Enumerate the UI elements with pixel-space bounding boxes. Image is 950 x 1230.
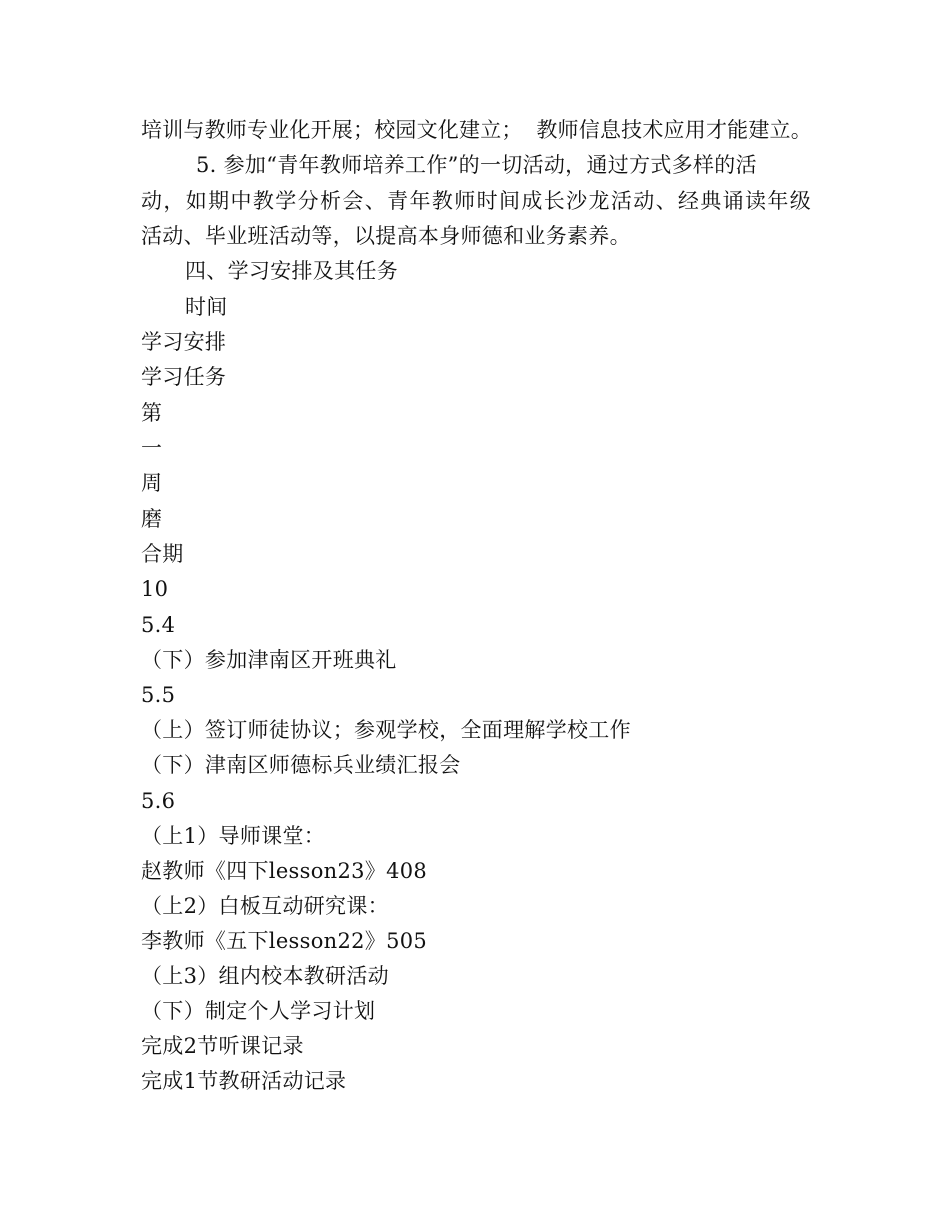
table-cell-text: （上1）导师课堂：	[141, 824, 326, 848]
table-cell-text: 5.5	[141, 683, 176, 707]
table-cell-text: 合期	[141, 542, 184, 566]
table-cell-text: （下）津南区师德标兵业绩汇报会	[141, 753, 461, 777]
table-cell-text: 学习安排	[141, 330, 227, 354]
table-cell-text: 赵教师《四下lesson23》408	[141, 859, 428, 883]
table-cell-text: 5.4	[141, 613, 176, 637]
table-cell-text: （上）签订师徒协议；参观学校，全面理解学校工作	[141, 718, 631, 742]
paragraph-line: 培训与教师专业化开展；校园文化建立； 教师信息技术应用才能建立。	[141, 118, 812, 142]
table-cell-text: 周	[141, 471, 163, 495]
table-cell-text: 第	[141, 401, 163, 425]
table-cell-text: 5.6	[141, 789, 176, 813]
table-cell-text: （下）参加津南区开班典礼	[141, 648, 397, 672]
paragraph-line: 5. 参加“青年教师培养工作”的一切活动，通过方式多样的活	[196, 153, 757, 177]
table-cell-text: （上2）白板互动研究课：	[141, 894, 389, 918]
table-cell-text: 李教师《五下lesson22》505	[141, 929, 428, 953]
paragraph-line: 动，如期中教学分析会、青年教师时间成长沙龙活动、经典诵读年级	[141, 189, 811, 213]
table-cell-text: 磨	[141, 507, 163, 531]
table-cell-text: 时间	[185, 295, 228, 319]
table-cell-text: 一	[141, 436, 163, 460]
table-cell-text: （上3）组内校本教研活动	[141, 964, 389, 988]
table-cell-text: 完成1节教研活动记录	[141, 1069, 347, 1093]
table-cell-text: 学习任务	[141, 365, 227, 389]
section-heading: 四、学习安排及其任务	[185, 259, 398, 283]
paragraph-line: 活动、毕业班活动等，以提高本身师德和业务素养。	[141, 224, 631, 248]
table-cell-text: 完成2节听课记录	[141, 1034, 304, 1058]
table-cell-text: （下）制定个人学习计划	[141, 999, 376, 1023]
table-cell-text: 10	[141, 577, 169, 601]
